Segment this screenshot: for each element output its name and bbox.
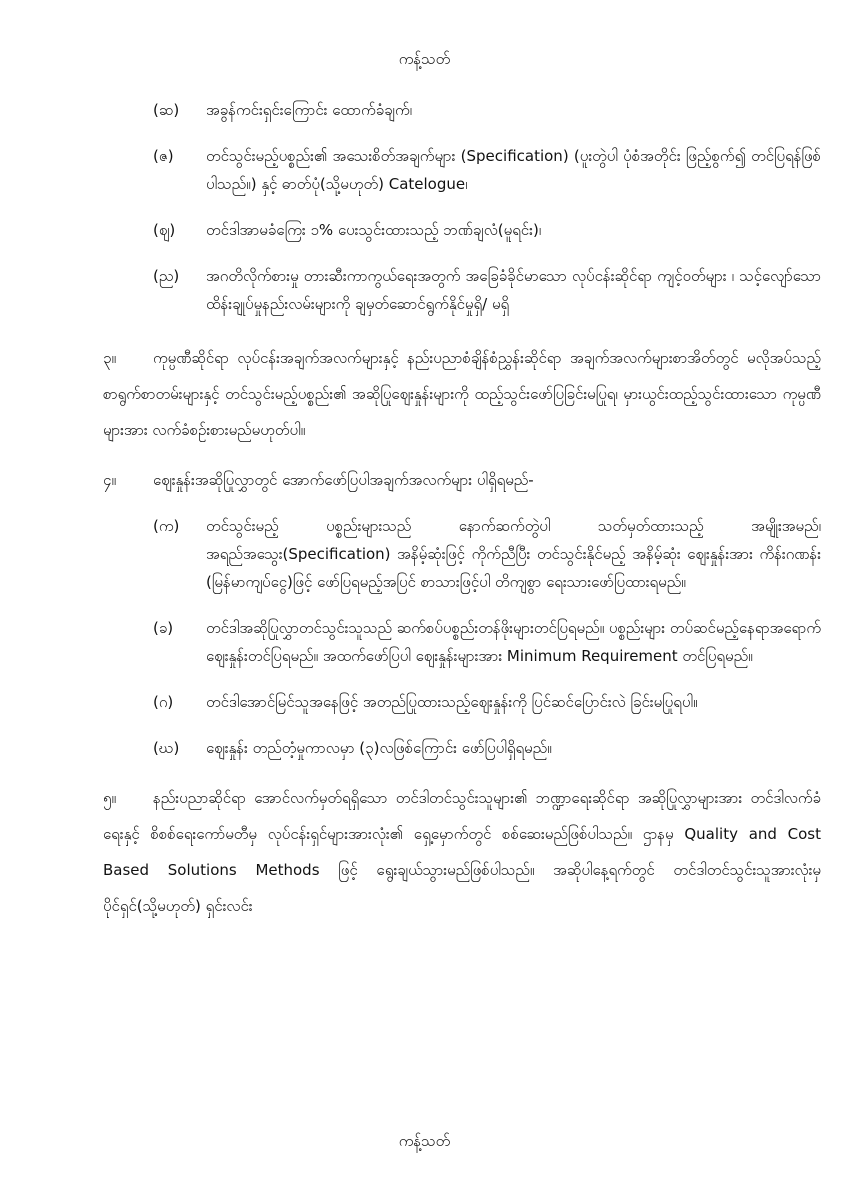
item-marker: (ခ) [153,619,174,637]
list-item [153,216,821,244]
header-classification-label: ကန့်သတ် [398,50,451,68]
item-marker: (က) [153,517,180,535]
paragraph-text: နည်းပညာဆိုင်ရာ အောင်လက်မှတ်ရရှိသော တင်ဒါတင်သွင်းသူများ၏ ဘဏ္ဍာရေးဆိုင်ရာ အဆိုပြုလွှာများအား တင်ဒါလက်ခံရေးနှင့် စိစစ်ရေးကော်မတီမှ လုပ်ငန်းရှင်များအားလုံး၏ ရှေ့မှောက်တွင် စစ်ဆေးမည်ဖြစ်ပါသည်။ ဌာနမှ Quality and Cost Based Solutions Methods ဖြင့် ရွေးချယ်သွားမည်ဖြစ်ပါသည်။ အဆိုပါနေ့ရက်တွင် တင်ဒါတင်သွင်းသူအားလုံးမှ ပိုင်ရှင်(သို့မဟုတ်) ရှင်းလင်း [103,789,821,915]
item-text: အခွန်ကင်းရှင်းကြောင်း ထောက်ခံချက်၊ [206,101,413,119]
paragraph-number: ၄။ [103,471,116,489]
paragraph-text: ဈေးနှုန်းအဆိုပြုလွှာတွင် အောက်ဖော်ပြပါအချက်အလက်များ ပါရှိရမည်- [153,471,534,489]
paragraph-number: ၃။ [103,349,116,367]
item-marker: (ဂ) [153,693,174,711]
item-text: တင်ဒါအာမခံကြေး ၁% ပေးသွင်းထားသည့် ဘဏ်ချလံ(မူရင်း)၊ [206,221,542,239]
item-marker: (ဃ) [153,739,180,757]
footer-classification-label: ကန့်သတ် [398,1132,451,1150]
item-marker: (ဈ) [153,221,176,239]
paragraph-3 [103,340,821,448]
paragraph-text: ကုမ္ပဏီဆိုင်ရာ လုပ်ငန်းအချက်အလက်များနှင့် နည်းပညာစံချိန်စံညွှန်းဆိုင်ရာ အချက်အလက်များစာအိတ်တွင် မလိုအပ်သည့် စာရွက်စာတမ်းများနှင့် တင်သွင်းမည့်ပစ္စည်း၏ အဆိုပြုဈေးနှုန်းများကို ထည့်သွင်းဖော်ပြခြင်းမပြုရ၊ မှားယွင်းထည့်သွင်းထားသော ကုမ္ပဏီများအား လက်ခံစဉ်းစားမည်မဟုတ်ပါ။ [103,349,821,439]
item-text: တင်သွင်းမည့်ပစ္စည်း၏ အသေးစိတ်အချက်များ (Specification) (ပူးတွဲပါ ပုံစံအတိုင်း ဖြည့်စွက်၍ တင်ပြရန်ဖြစ်ပါသည်။) နှင့် ဓာတ်ပုံ(သို့မဟုတ်) Catelogue၊ [206,147,821,193]
list-item [153,614,821,670]
list-item [153,734,821,762]
item-text: တင်ဒါအောင်မြင်သူအနေဖြင့် အတည်ပြုထားသည့်ဈေးနှုန်းကို ပြင်ဆင်ပြောင်းလဲ ခြင်းမပြုရပါ။ [206,693,698,711]
item-text: တင်သွင်းမည့် ပစ္စည်းများသည် နောက်ဆက်တွဲပါ သတ်မှတ်ထားသည့် အမျိုးအမည်၊ အရည်အသွေး(Specification) အနိမ့်ဆုံးဖြင့် ကိုက်ညီပြီး တင်သွင်းနိုင်မည့် အနိမ့်ဆုံး ဈေးနှုန်းအား ကိန်းဂဏန်း (မြန်မာကျပ်ငွေ)ဖြင့် ဖော်ပြရမည့်အပြင် စာသားဖြင့်ပါ တိကျစွာ ရေးသားဖော်ပြထားရမည်။ [206,517,821,591]
list-item [153,142,821,198]
list-item [153,512,821,596]
list-item [153,688,821,716]
paragraph-4 [103,462,821,498]
item-marker: (ည) [153,267,180,285]
item-marker: (ဆ) [153,101,180,119]
item-marker: (ဇ) [153,147,174,165]
item-text: ဈေးနှုန်း တည်တံ့မှုကာလမှာ (၃)လဖြစ်ကြောင်း ဖော်ပြပါရှိရမည်။ [206,739,552,757]
item-text: အဂတိလိုက်စားမှု တားဆီးကာကွယ်ရေးအတွက် အခြေခံခိုင်မာသော လုပ်ငန်းဆိုင်ရာ ကျင့်ဝတ်များ ၊ သင့်လျော်သောထိန်းချုပ်မှုနည်းလမ်းများကို ချမှတ်ဆောင်ရွက်နိုင်မှုရှိ/ မရှိ [206,267,821,313]
paragraph-5 [103,780,821,924]
paragraph-number: ၅။ [103,789,116,807]
list-item [153,262,821,318]
list-item [153,96,821,124]
item-text: တင်ဒါအဆိုပြုလွှာတင်သွင်းသူသည် ဆက်စပ်ပစ္စည်းတန်ဖိုးများတင်ပြရမည်။ ပစ္စည်းများ တပ်ဆင်မည့်နေရာအရောက်ဈေးနှုန်းတင်ပြရမည်။ အထက်ဖော်ပြပါ ဈေးနှုန်းများအား Minimum Requirement တင်ပြရမည်။ [206,619,821,665]
document-body [0,96,849,938]
